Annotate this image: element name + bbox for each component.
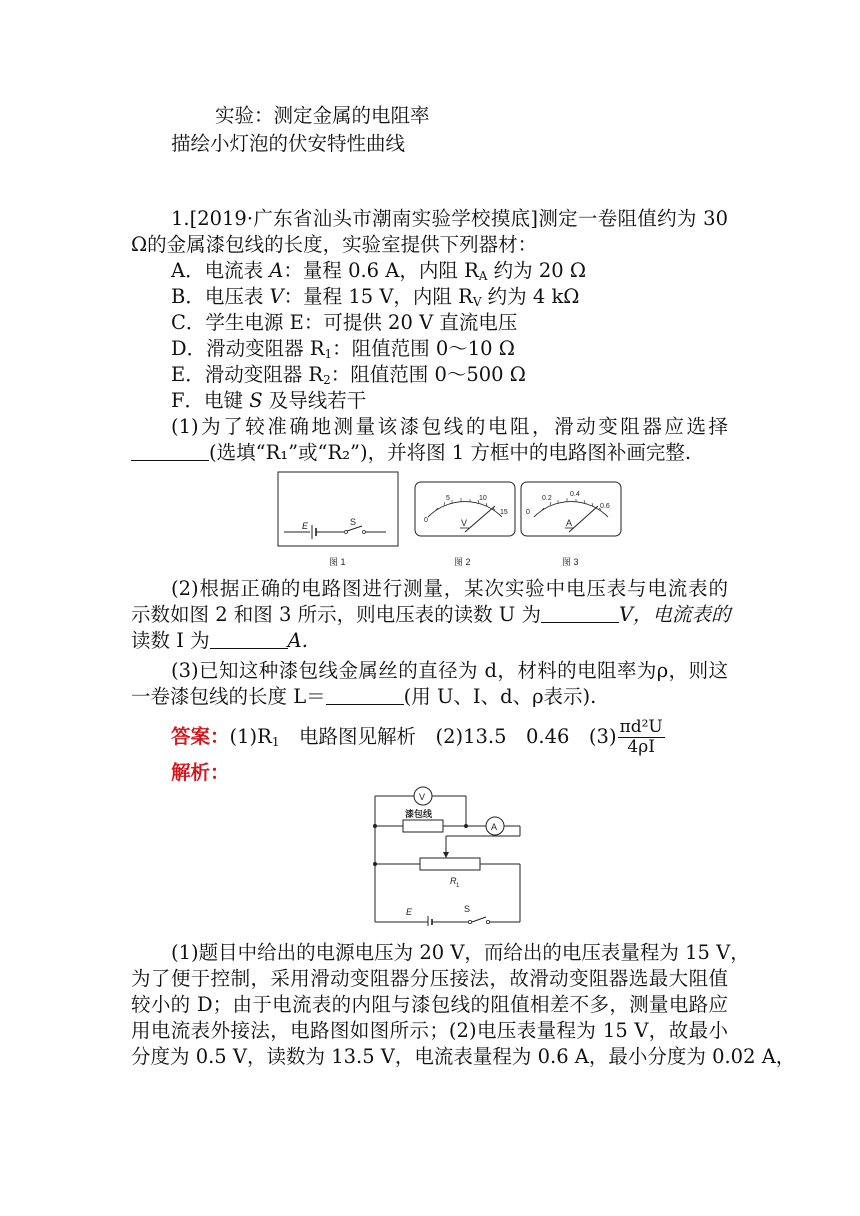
part-2-line-3: 读数 I 为 A. — [131, 629, 308, 652]
analysis-line-1: (1)题目中给出的电源电压为 20 V，而给出的电压表量程为 15 V， — [171, 941, 750, 964]
question-1-line-2: Ω的金属漆包线的长度，实验室提供下列器材： — [131, 233, 538, 256]
svg-text:0: 0 — [424, 517, 428, 524]
circuit-ammeter-label: A — [491, 822, 498, 832]
circuit-s-label: S — [464, 904, 471, 914]
circuit-voltmeter-label: V — [419, 792, 426, 802]
circuit-wire-label: 漆包线 — [405, 809, 433, 819]
analysis-circuit — [370, 786, 530, 926]
part-1-line-2: (选填“R₁”或“R₂”)，并将图 1 方框中的电路图补画完整. — [131, 440, 691, 466]
part-3-line-2: 一卷漆包线的长度 L＝ (用 U、I、d、ρ表示). — [131, 685, 597, 708]
analysis-line-2: 为了便于控制，采用滑动变阻器分压接法，故滑动变阻器选最大阻值 — [131, 967, 728, 990]
fig1-frame — [278, 472, 398, 546]
circuit-e-label: E — [406, 907, 413, 917]
svg-text:0.6: 0.6 — [600, 503, 610, 510]
analysis-line-4: 用电流表外接法，电路图如图所示；(2)电压表量程为 15 V，故最小 — [131, 1019, 728, 1042]
question-source: 1.[2019·广东省汕头市潮南实验学校摸底] — [171, 207, 539, 230]
fig1-s-label: S — [350, 517, 357, 527]
title-line-1: 实验：测定金属的电阻率 — [215, 104, 430, 127]
blank-3 — [210, 630, 288, 649]
fig3-caption: 图 3 — [562, 557, 579, 567]
part-3-line-1: (3)已知这种漆包线金属丝的直径为 d，材料的电阻率为ρ，则这 — [171, 659, 728, 682]
analysis-line-3: 较小的 D；由于电流表的内阻与漆包线的阻值相差不多，测量电路应 — [131, 993, 728, 1016]
answer-line: 答案：$(1)R_1$ 电路图见解析 (2)13.5 0.46 (3) $\frac{\text{πd²U}}{4\rho I}$ — [171, 717, 663, 757]
blank-4 — [326, 686, 404, 705]
svg-text:0.2: 0.2 — [542, 495, 552, 502]
part-2-line-2: 示数如图 2 和图 3 所示，则电压表的读数 U 为 V，电流表的 — [131, 603, 731, 626]
analysis-label: 解析： — [171, 761, 230, 784]
svg-text:1: 1 — [456, 883, 460, 889]
option-d: D．滑动变阻器 $R_1$：阻值范围 0～10 Ω — [171, 337, 515, 361]
figures-1-2-3 — [276, 470, 624, 572]
question-1-line-1 — [171, 206, 728, 232]
analysis-line-5: 分度为 0.5 V，读数为 13.5 V，电流表量程为 0.6 A，最小分度为 0.02 A， — [131, 1045, 796, 1068]
svg-text:0.4: 0.4 — [570, 491, 580, 498]
fig1-caption: 图 1 — [329, 557, 346, 567]
part-2-line-1: (2)根据正确的电路图进行测量，某次实验中电压表与电流表的 — [171, 577, 728, 600]
option-b: B．电压表 V：量程 15 V，内阻 $R_V$ 约为 4 kΩ — [171, 285, 580, 309]
circuit-r1-label: R — [450, 876, 457, 886]
answer-formula: $\frac{\text{πd²U}}{4\rho I}$ — [619, 717, 663, 757]
answer-label: 答案： — [171, 725, 230, 748]
svg-text:10: 10 — [479, 495, 487, 502]
question-stem-a: 测定一卷阻值约为 30 — [538, 207, 728, 230]
option-c: C．学生电源 E：可提供 20 V 直流电压 — [171, 311, 518, 334]
svg-text:5: 5 — [446, 495, 450, 502]
part-1-line-1: (1)为了较准确地测量该漆包线的电阻，滑动变阻器应选择 — [171, 415, 728, 438]
blank-1 — [131, 442, 209, 461]
option-a: A．电流表 A：量程 0.6 A，内阻 $R_A$ 约为 20 Ω — [171, 259, 586, 283]
title-line-2: 描绘小灯泡的伏安特性曲线 — [171, 132, 406, 155]
ammeter-symbol: A — [566, 518, 573, 528]
option-e: E．滑动变阻器 $R_2$：阻值范围 0～500 Ω — [171, 363, 526, 387]
blank-2 — [541, 604, 619, 623]
svg-text:0: 0 — [526, 509, 530, 516]
svg-text:15: 15 — [500, 509, 508, 516]
option-f: F．电键 S 及导线若干 — [171, 389, 367, 412]
fig2-caption: 图 2 — [454, 557, 471, 567]
voltmeter-symbol: V — [461, 518, 468, 528]
fig1-e-label: E — [302, 521, 309, 531]
